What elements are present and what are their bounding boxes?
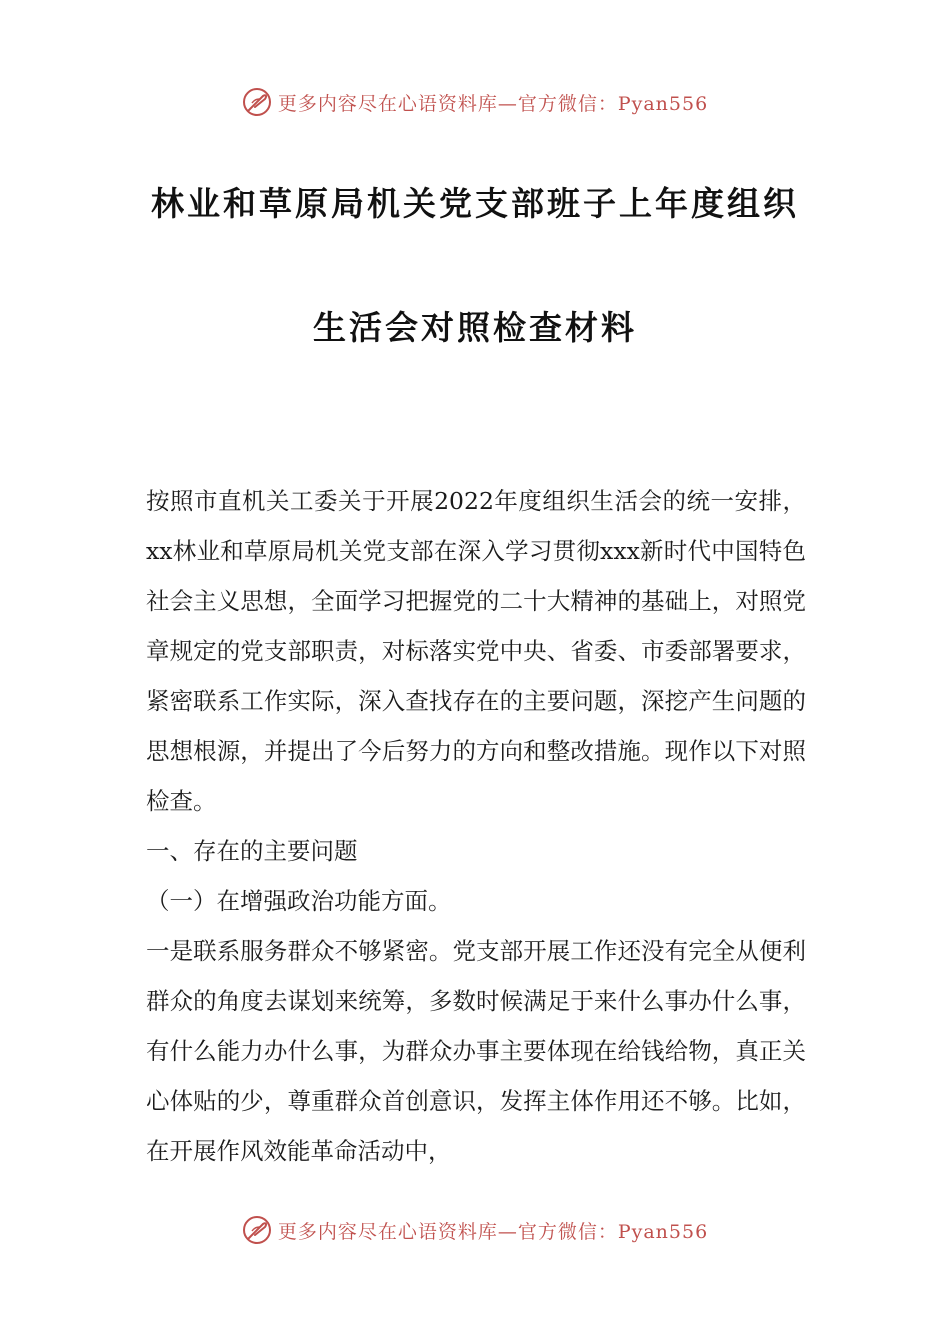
- quill-logo-icon: [242, 1215, 272, 1245]
- watermark-text: 更多内容尽在心语资料库—官方微信：Pyan556: [277, 1220, 709, 1243]
- watermark-banner-bottom: [0, 1210, 950, 1250]
- document-body: [146, 476, 806, 1176]
- subsection-heading: （一）在增强政治功能方面。: [146, 887, 452, 915]
- intro-paragraph: 按照市直机关工委关于开展2022年度组织生活会的统一安排，xx林业和草原局机关党支部在深入学习贯彻xxx新时代中国特色社会主义思想，全面学习把握党的二十大精神的基础上，对照党章规定的党支部职责，对标落实党中央、省委、市委部署要求，紧密联系工作实际，深入查找存在的主要问题，深挖产生问题的思想根源，并提出了今后努力的方向和整改措施。现作以下对照检查。: [146, 487, 806, 815]
- section-heading: 一、存在的主要问题: [146, 837, 358, 865]
- document-title-line-2: 生活会对照检查材料: [313, 308, 637, 347]
- watermark-banner-top: [0, 82, 950, 122]
- body-paragraph: 一是联系服务群众不够紧密。党支部开展工作还没有完全从便利群众的角度去谋划来统筹，多数时候满足于来什么事办什么事，有什么能力办什么事，为群众办事主要体现在给钱给物，真正关心体贴的少，尊重群众首创意识，发挥主体作用还不够。比如，在开展作风效能革命活动中，: [146, 937, 806, 1165]
- quill-logo-icon: [242, 87, 272, 117]
- watermark-text: 更多内容尽在心语资料库—官方微信：Pyan556: [277, 92, 709, 115]
- document-title-line-1: 林业和草原局机关党支部班子上年度组织: [151, 184, 799, 223]
